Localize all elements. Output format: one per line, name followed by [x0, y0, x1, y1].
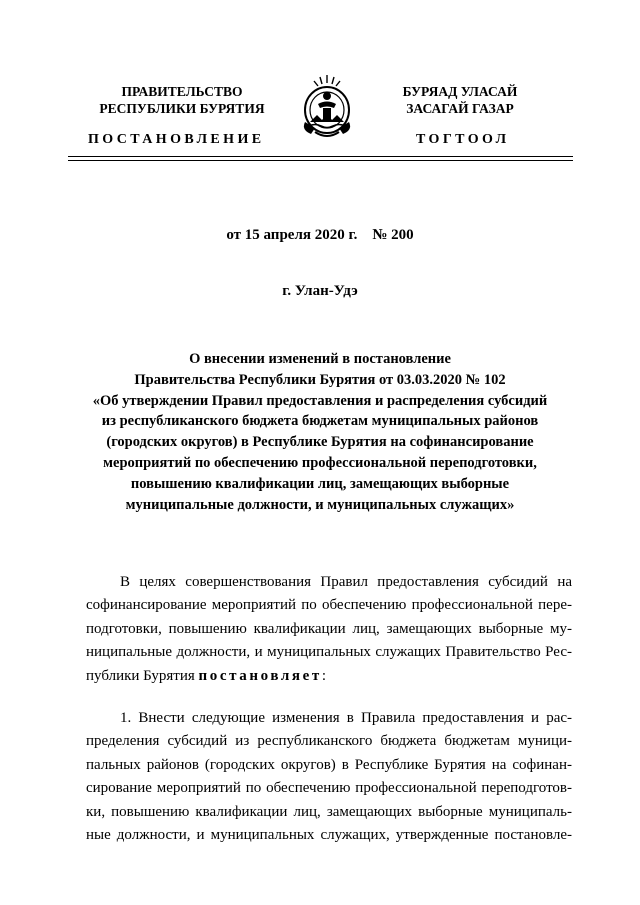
title-line: мероприятий по обеспечению профессиональной переподготовки,: [103, 454, 537, 471]
header-org-russian-line2: РЕСПУБЛИКИ БУРЯТИЯ: [99, 101, 265, 116]
paragraph-line: подготовки, повышению квалификации лиц, замещающих выборные му-: [86, 620, 572, 637]
preamble-paragraph: [86, 571, 572, 688]
header-divider-bottom: [68, 160, 573, 161]
title-line: повышению квалификации лиц, замещающих выборные: [130, 475, 510, 492]
document-date-number: от 15 апреля 2020 г. № 200: [226, 227, 414, 243]
header-org-russian-line1: ПРАВИТЕЛЬСТВО: [121, 84, 243, 99]
title-line: О внесении изменений в постановление: [189, 351, 451, 367]
resolves-word: постановляет: [198, 667, 322, 684]
paragraph-line: пальных районов (городских округов) в Республике Бурятия на софинан-: [86, 756, 572, 773]
header-org-buryat: [360, 83, 560, 117]
paragraph-line: ниципальные должности, и муниципальных служащих Правительство Рес-: [86, 644, 572, 661]
title-line: Правительства Республики Бурятия от 03.03.2020 № 102: [134, 371, 506, 388]
paragraph-line: В целях совершенствования Правил предоставления субсидий на: [120, 574, 572, 590]
title-line: (городских округов) в Республике Бурятия на софинансирование: [106, 434, 534, 451]
paragraph-line: сирование мероприятий по обеспечению профессиональной переподготов-: [86, 780, 572, 797]
paragraph-line-suffix: :: [321, 667, 326, 684]
title-line: из республиканского бюджета бюджетам муниципальных районов: [101, 413, 539, 430]
decree-label-russian: ПОСТАНОВЛЕНИЕ: [88, 132, 265, 147]
paragraph-line: пределения субсидий из республиканского бюджета бюджетам муници-: [86, 733, 572, 750]
title-line: «Об утверждении Правил предоставления и распределения субсидий: [92, 392, 548, 409]
document-title: [70, 349, 570, 515]
header-org-russian: [72, 83, 292, 117]
paragraph-line: ки, повышению квалификации лиц, замещающих выборные муниципаль-: [86, 803, 572, 820]
clause-1-paragraph: [86, 707, 572, 847]
coat-of-arms-icon: [297, 72, 357, 142]
header-org-buryat-line1: БУРЯАД УЛАСАЙ: [402, 84, 518, 99]
header-divider-top: [68, 156, 573, 157]
paragraph-line: софинансирование мероприятий по обеспечению профессиональной пере-: [86, 597, 572, 614]
paragraph-line-text: публики Бурятия: [86, 667, 199, 684]
decree-label-buryat: ТОГТООЛ: [416, 132, 510, 147]
paragraph-line: 1. Внести следующие изменения в Правила предоставления и рас-: [120, 710, 572, 726]
paragraph-line: [86, 665, 572, 688]
header-org-buryat-line2: ЗАСАГАЙ ГАЗАР: [406, 101, 514, 116]
title-line: муниципальные должности, и муниципальных служащих»: [125, 496, 515, 513]
document-city: г. Улан-Удэ: [282, 283, 358, 299]
paragraph-line: ные должности, и муниципальных служащих, утвержденные постановле-: [86, 826, 572, 843]
